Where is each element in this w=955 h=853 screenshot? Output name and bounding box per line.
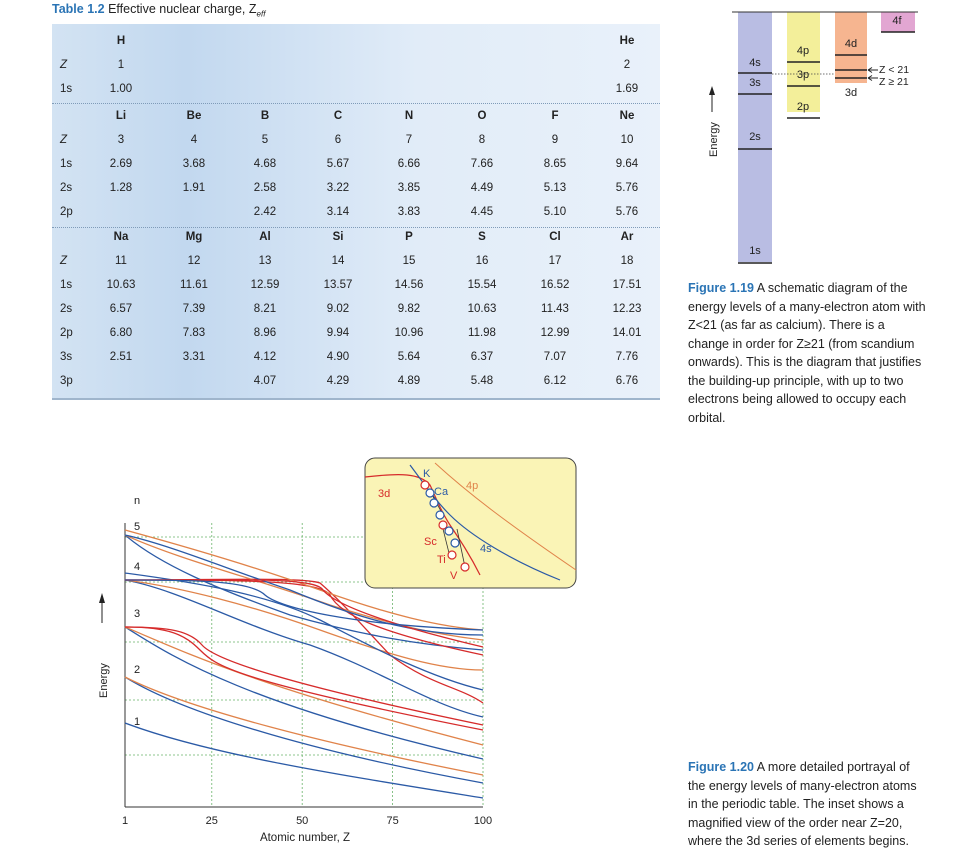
level-4p-label: 4p [796, 45, 810, 57]
row-label: 2p [60, 206, 73, 218]
table-cell: 4.07 [253, 375, 277, 387]
table-cell: 17 [548, 255, 562, 267]
table-cell: 18 [620, 255, 634, 267]
table-cell: 17.51 [612, 279, 642, 291]
table-cell: 7.76 [615, 351, 639, 363]
table-separator [52, 227, 660, 228]
table-cell: 7.83 [182, 327, 206, 339]
table-cell: 2 [623, 59, 631, 71]
table-cell: 3.83 [397, 206, 421, 218]
figure-1-20-caption-text: A more detailed portrayal of the energy levels of many-electron atoms in the periodic table. The inset shows a magnified view of the order near Z=20, where the 3d series of elements begins. [688, 760, 917, 848]
table-cell: 15.54 [467, 279, 497, 291]
table-cell: 10.96 [394, 327, 424, 339]
inset-label: K [423, 468, 431, 480]
inset-label: V [450, 570, 458, 582]
element-symbol: Cl [549, 231, 561, 243]
table-cell: 9.02 [326, 303, 350, 315]
table-cell: 8.65 [543, 158, 567, 170]
table-cell: 4.29 [326, 375, 350, 387]
n-tick-label: 2 [133, 664, 141, 676]
level-4s-label: 4s [749, 57, 761, 69]
element-symbol: Na [113, 231, 129, 243]
table-number: Table 1.2 [52, 2, 105, 16]
inset-orbital-marker [430, 499, 438, 507]
element-symbol: C [333, 110, 343, 122]
table-cell: 6.76 [615, 375, 639, 387]
row-label: 1s [60, 158, 73, 170]
inset-orbital-marker [448, 551, 456, 559]
table-cell: 7 [405, 134, 413, 146]
inset-orbital-marker [445, 527, 453, 535]
table-cell: 4.12 [253, 351, 277, 363]
n-axis-label: n [133, 495, 141, 507]
table-cell: 5.76 [615, 182, 639, 194]
table-cell: 6.12 [543, 375, 567, 387]
table-cell: 12.99 [540, 327, 570, 339]
level-1s-label: 1s [749, 245, 761, 257]
energy-axis-label: Energy [98, 663, 110, 698]
table-separator [52, 103, 660, 104]
table-title: Effective nuclear charge, $Z_{eff}$ [108, 2, 266, 19]
table-cell: 14.01 [612, 327, 642, 339]
element-symbol: Be [186, 110, 202, 122]
table-cell: 11 [115, 255, 127, 267]
element-symbol: Ne [619, 110, 635, 122]
table-cell: 8 [478, 134, 486, 146]
inset-orbital-marker [436, 511, 444, 519]
table-cell: 5.10 [543, 206, 567, 218]
inset-label: Ca [434, 486, 449, 498]
x-tick-label: 25 [205, 815, 218, 827]
table-cell: 6.57 [109, 303, 133, 315]
table-cell: 10 [620, 134, 634, 146]
table-cell: 6.80 [109, 327, 133, 339]
element-symbol: P [405, 231, 413, 243]
table-cell: 3.14 [326, 206, 350, 218]
level-2s-label: 2s [749, 131, 761, 143]
table-cell: 3.22 [326, 182, 350, 194]
table-cell: 6 [334, 134, 342, 146]
x-tick-label: 75 [386, 815, 399, 827]
row-label: 3s [60, 351, 73, 363]
row-label: 2p [60, 327, 73, 339]
energy-curve [125, 677, 483, 783]
table-cell: 7.66 [470, 158, 494, 170]
row-label: Z [60, 255, 68, 267]
z-greater-label: Z ≥ 21 [879, 76, 909, 88]
table-cell: 8.21 [253, 303, 277, 315]
table-cell: 12 [187, 255, 201, 267]
table-cell: 9.64 [615, 158, 639, 170]
n-tick-label: 1 [133, 716, 141, 728]
table-cell: 3 [117, 134, 125, 146]
table-cell: 10.63 [467, 303, 497, 315]
table-cell: 4 [190, 134, 198, 146]
table-cell: 16 [475, 255, 489, 267]
x-tick-label: 1 [121, 815, 129, 827]
figure-1-19-caption-text: A schematic diagram of the energy levels of a many-electron atom with Z<21 (as far as calcium). There is a change in order for Z≥21 (from scandium onwards). This is the diagram that justifies the building-up principle, with up to two electrons being allowed to occupy each orbital. [688, 281, 926, 425]
figure-1-19-diagram [700, 0, 930, 275]
table-cell: 3.68 [182, 158, 206, 170]
table-cell: 1.00 [109, 83, 133, 95]
figure-1-19-number: Figure 1.19 [688, 281, 754, 295]
table-cell: 4.90 [326, 351, 350, 363]
table-cell: 16.52 [540, 279, 570, 291]
table-cell: 8.96 [253, 327, 277, 339]
table-cell: 1.28 [109, 182, 133, 194]
inset-label: Sc [424, 536, 437, 548]
inset-orbital-marker [451, 539, 459, 547]
table-cell: 2.51 [109, 351, 133, 363]
table-cell: 4.49 [470, 182, 494, 194]
level-3d-label: 3d [844, 87, 858, 99]
table-cell: 3.85 [397, 182, 421, 194]
table-cell: 5.64 [397, 351, 421, 363]
table-cell: 7.07 [543, 351, 567, 363]
z-greater-arrow [868, 76, 878, 81]
row-label: 1s [60, 279, 73, 291]
inset-label: 4p [466, 480, 479, 492]
energy-curve [125, 580, 483, 717]
table-cell: 15 [402, 255, 416, 267]
element-symbol: H [116, 35, 126, 47]
table-cell: 5.13 [543, 182, 567, 194]
element-symbol: Si [332, 231, 344, 243]
table-cell: 4.68 [253, 158, 277, 170]
energy-axis-label: Energy [708, 122, 720, 157]
table-cell: 4.89 [397, 375, 421, 387]
energy-curve [125, 627, 483, 759]
table-cell: 1 [117, 59, 125, 71]
table-cell: 11.61 [180, 279, 208, 291]
table-cell: 9 [551, 134, 559, 146]
figure-1-20-chart [90, 455, 590, 853]
table-cell: 10.63 [106, 279, 136, 291]
element-symbol: O [477, 110, 487, 122]
inset-label: Ti [437, 554, 446, 566]
table-cell: 13.57 [323, 279, 353, 291]
element-symbol: Ar [620, 231, 634, 243]
table-cell: 3.31 [182, 351, 206, 363]
table-cell: 7.39 [182, 303, 206, 315]
table-cell: 5.76 [615, 206, 639, 218]
table-cell: 6.66 [397, 158, 421, 170]
inset-box [365, 458, 576, 588]
row-label: 1s [60, 83, 73, 95]
table-caption [52, 2, 265, 19]
element-symbol: Al [259, 231, 271, 243]
table-cell: 1.91 [182, 182, 206, 194]
element-symbol: B [260, 110, 270, 122]
table-cell: 5.48 [470, 375, 494, 387]
element-symbol: He [619, 35, 635, 47]
inset-label: 3d [378, 488, 391, 500]
element-symbol: Li [115, 110, 127, 122]
row-label: 2s [60, 303, 73, 315]
level-2p-label: 2p [796, 101, 810, 113]
inset-orbital-marker [421, 481, 429, 489]
inset-orbital-marker [426, 489, 434, 497]
table-cell: 1.69 [615, 83, 639, 95]
row-label: 2s [60, 182, 73, 194]
table-cell: 2.58 [253, 182, 277, 194]
element-symbol: N [404, 110, 414, 122]
table-cell: 5 [261, 134, 269, 146]
x-tick-label: 50 [296, 815, 309, 827]
energy-curve [125, 580, 483, 670]
table-cell: 12.59 [250, 279, 280, 291]
energy-arrow-head [99, 593, 105, 603]
table-cell: 4.45 [470, 206, 494, 218]
energy-curve [125, 723, 483, 798]
table-cell: 12.23 [612, 303, 642, 315]
element-symbol: S [478, 231, 486, 243]
row-label: Z [60, 59, 68, 71]
figure-1-20-caption [688, 758, 928, 851]
row-label: Z [60, 134, 68, 146]
figure-1-20-number: Figure 1.20 [688, 760, 754, 774]
n-tick-label: 5 [133, 521, 141, 533]
table-cell: 11.43 [541, 303, 569, 315]
table-cell: 6.37 [470, 351, 494, 363]
figure-1-19-caption [688, 279, 928, 427]
x-tick-label: 100 [473, 815, 493, 827]
table-cell: 11.98 [468, 327, 496, 339]
table-cell: 14 [331, 255, 345, 267]
level-3p-label: 3p [796, 69, 810, 81]
z-less-label: Z < 21 [879, 64, 910, 76]
inset-label: 4s [480, 543, 492, 555]
z-less-arrow [868, 68, 878, 73]
row-label: 3p [60, 375, 73, 387]
n-tick-label: 4 [133, 561, 141, 573]
table-cell: 9.82 [397, 303, 421, 315]
table-cell: 14.56 [394, 279, 424, 291]
x-axis-title: Atomic number, Z [259, 832, 351, 844]
element-symbol: F [551, 110, 559, 122]
level-4d-label: 4d [844, 38, 858, 50]
table-cell: 2.69 [109, 158, 133, 170]
inset-orbital-marker [461, 563, 469, 571]
table-cell: 13 [258, 255, 272, 267]
energy-arrow-head [709, 86, 715, 95]
level-4f-label: 4f [892, 15, 902, 27]
level-3s-label: 3s [749, 77, 761, 89]
element-symbol: Mg [185, 231, 203, 243]
table-cell: 9.94 [326, 327, 350, 339]
table-cell: 5.67 [326, 158, 350, 170]
table-cell: 2.42 [253, 206, 277, 218]
n-tick-label: 3 [133, 608, 141, 620]
